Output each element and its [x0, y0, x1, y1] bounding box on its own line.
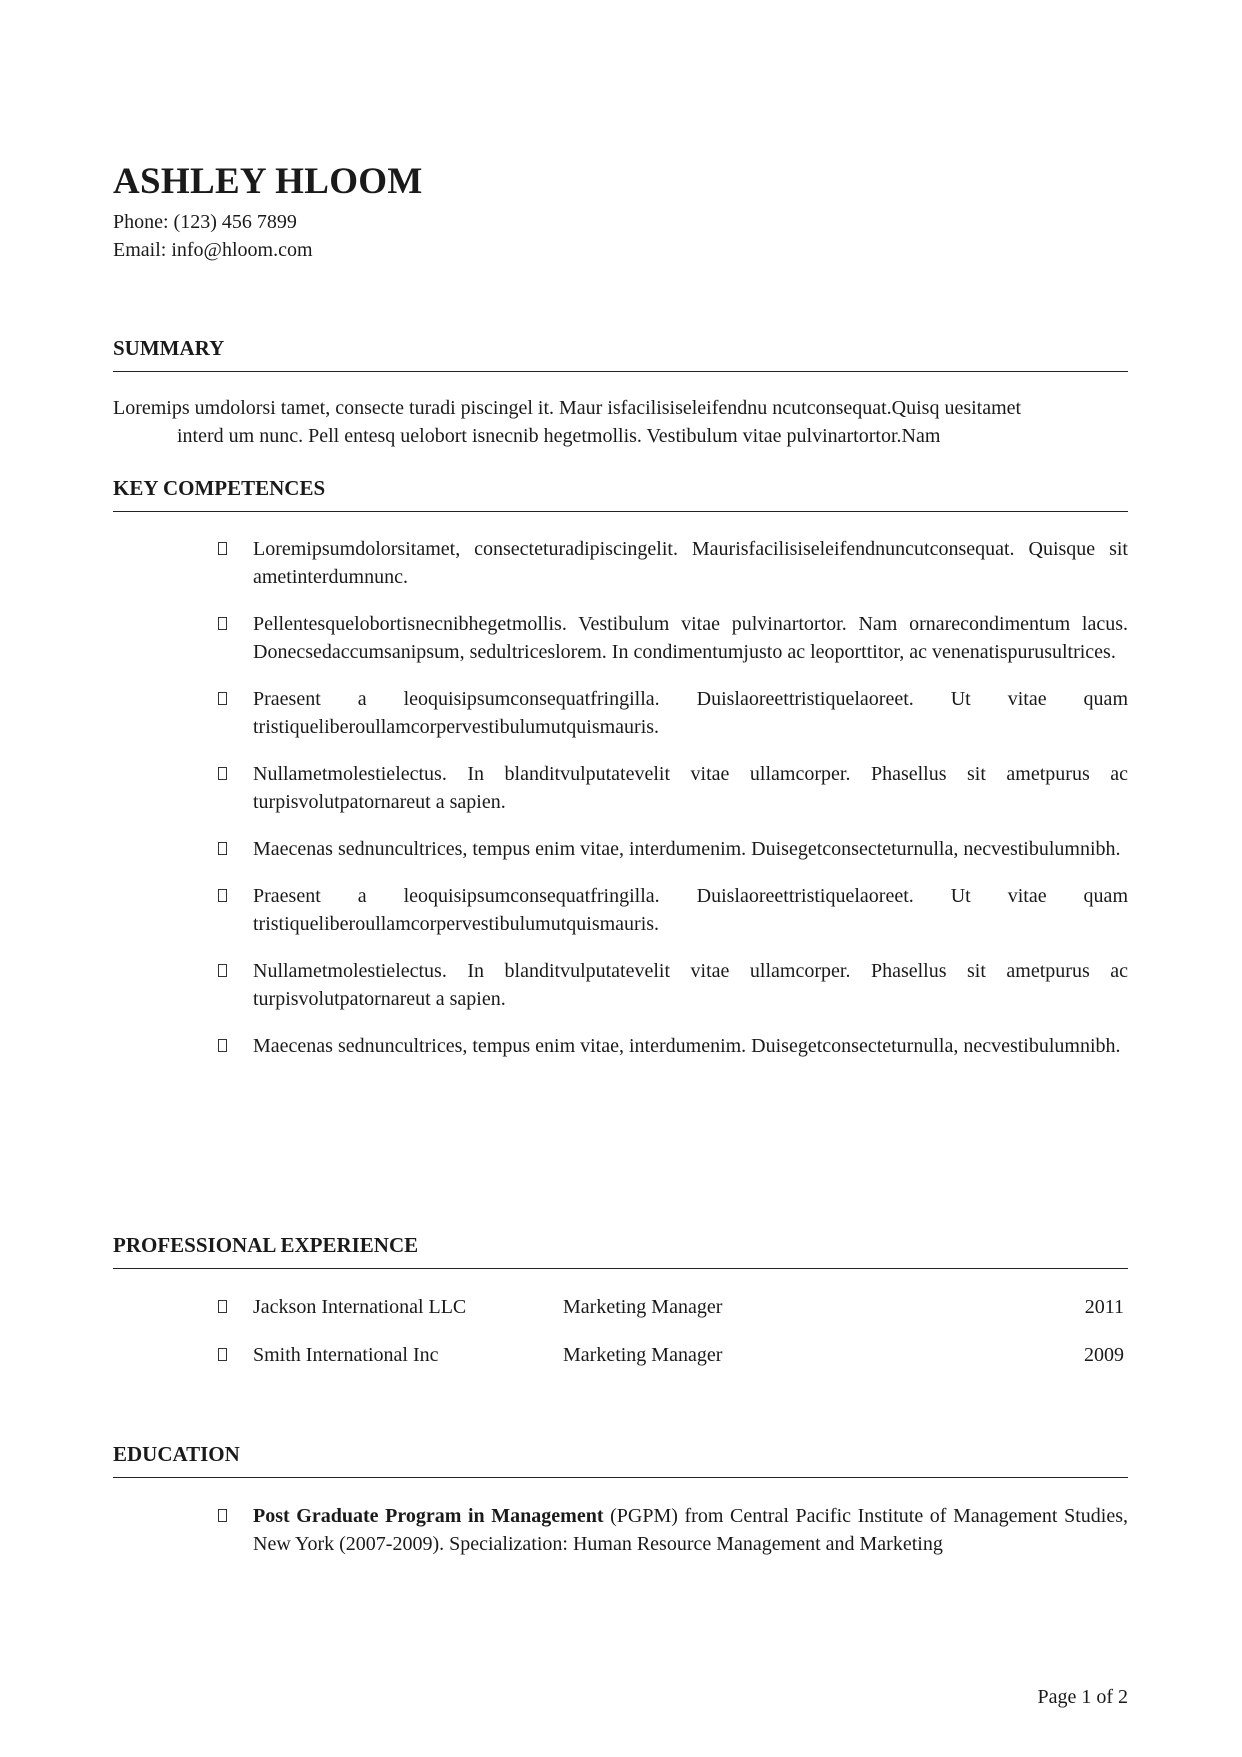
list-item [218, 1032, 1128, 1060]
competences-heading: KEY COMPETENCES [113, 475, 1128, 512]
bullet-box-icon [218, 692, 227, 705]
bullet-box-icon [218, 889, 227, 902]
bullet-box-icon [218, 542, 227, 555]
bullet-box-icon [218, 1348, 227, 1361]
list-item [218, 610, 1128, 666]
summary-section [113, 335, 1128, 372]
phone-line: Phone: (123) 456 7899 [113, 211, 297, 233]
summary-line-2: interd um nunc. Pell entesq uelobort isnecnib hegetmollis. Vestibulum vitae pulvinartortor.Nam [177, 425, 941, 447]
education-list [218, 1502, 1128, 1558]
competence-text: Maecenas sednuncultrices, tempus enim vitae, interdumenim. Duisegetconsecteturnulla, necvestibulumnibh. [253, 838, 1121, 860]
company-name: Smith International Inc [253, 1344, 439, 1366]
competence-text: Praesent a leoquisipsumconsequatfringilla. Duislaoreettristiquelaoreet. Ut vitae quam tristiqueliberoullamcorpervestibulumutquismauris. [253, 688, 1128, 738]
summary-line-1: Loremips umdolorsi tamet, consecte turadi piscingel it. Maur isfacilisiseleifendnu ncutconsequat.Quisq uesitamet [113, 397, 1022, 419]
experience-heading: PROFESSIONAL EXPERIENCE [113, 1232, 1128, 1269]
competences-section [113, 475, 1128, 512]
experience-row [218, 1293, 1128, 1321]
job-title: Marketing Manager [563, 1344, 723, 1366]
degree-name: Post Graduate Program in Management [253, 1505, 604, 1527]
job-title: Marketing Manager [563, 1296, 723, 1318]
list-item [218, 760, 1128, 816]
job-year: 2009 [1084, 1344, 1124, 1366]
summary-text [113, 394, 1128, 450]
summary-heading: SUMMARY [113, 335, 1128, 372]
list-item [218, 957, 1128, 1013]
candidate-name: ASHLEY HLOOM [113, 161, 423, 202]
competence-text: Pellentesquelobortisnecnibhegetmollis. Vestibulum vitae pulvinartortor. Nam ornarecondimentum lacus. Donecsedaccumsanipsum, sedultriceslorem. In condimentumjusto ac leoporttitor, ac venenatispurusultrices. [253, 613, 1128, 663]
list-item [218, 685, 1128, 741]
education-heading: EDUCATION [113, 1441, 1128, 1478]
email-line: Email: info@hloom.com [113, 239, 313, 261]
experience-row [218, 1341, 1128, 1369]
bullet-box-icon [218, 964, 227, 977]
list-item [218, 535, 1128, 591]
competence-text: Maecenas sednuncultrices, tempus enim vitae, interdumenim. Duisegetconsecteturnulla, necvestibulumnibh. [253, 1035, 1121, 1057]
competence-text: Nullametmolestielectus. In blanditvulputatevelit vitae ullamcorper. Phasellus sit ametpurus ac turpisvolutpatornareut a sapien. [253, 960, 1128, 1010]
bullet-box-icon [218, 1509, 227, 1522]
competence-text: Loremipsumdolorsitamet, consecteturadipiscingelit. Maurisfacilisiseleifendnuncutconsequat. Quisque sit ametinterdumnunc. [253, 538, 1128, 588]
degree-details: (PGPM) from Central Pacific Institute of Management Studies, New York (2007-2009). Specialization: Human Resource Management and Marketing [253, 1505, 1128, 1555]
competence-text: Nullametmolestielectus. In blanditvulputatevelit vitae ullamcorper. Phasellus sit ametpurus ac turpisvolutpatornareut a sapien. [253, 763, 1128, 813]
company-name: Jackson International LLC [253, 1296, 467, 1318]
bullet-box-icon [218, 842, 227, 855]
bullet-box-icon [218, 767, 227, 780]
list-item [218, 1502, 1128, 1558]
page-number: Page 1 of 2 [1037, 1686, 1128, 1708]
education-section [113, 1441, 1128, 1478]
competence-text: Praesent a leoquisipsumconsequatfringilla. Duislaoreettristiquelaoreet. Ut vitae quam tristiqueliberoullamcorpervestibulumutquismauris. [253, 885, 1128, 935]
list-item [218, 882, 1128, 938]
bullet-box-icon [218, 617, 227, 630]
experience-section [113, 1232, 1128, 1269]
job-year: 2011 [1084, 1296, 1124, 1318]
competences-list [218, 535, 1128, 1060]
bullet-box-icon [218, 1039, 227, 1052]
list-item [218, 835, 1128, 863]
bullet-box-icon [218, 1300, 227, 1313]
